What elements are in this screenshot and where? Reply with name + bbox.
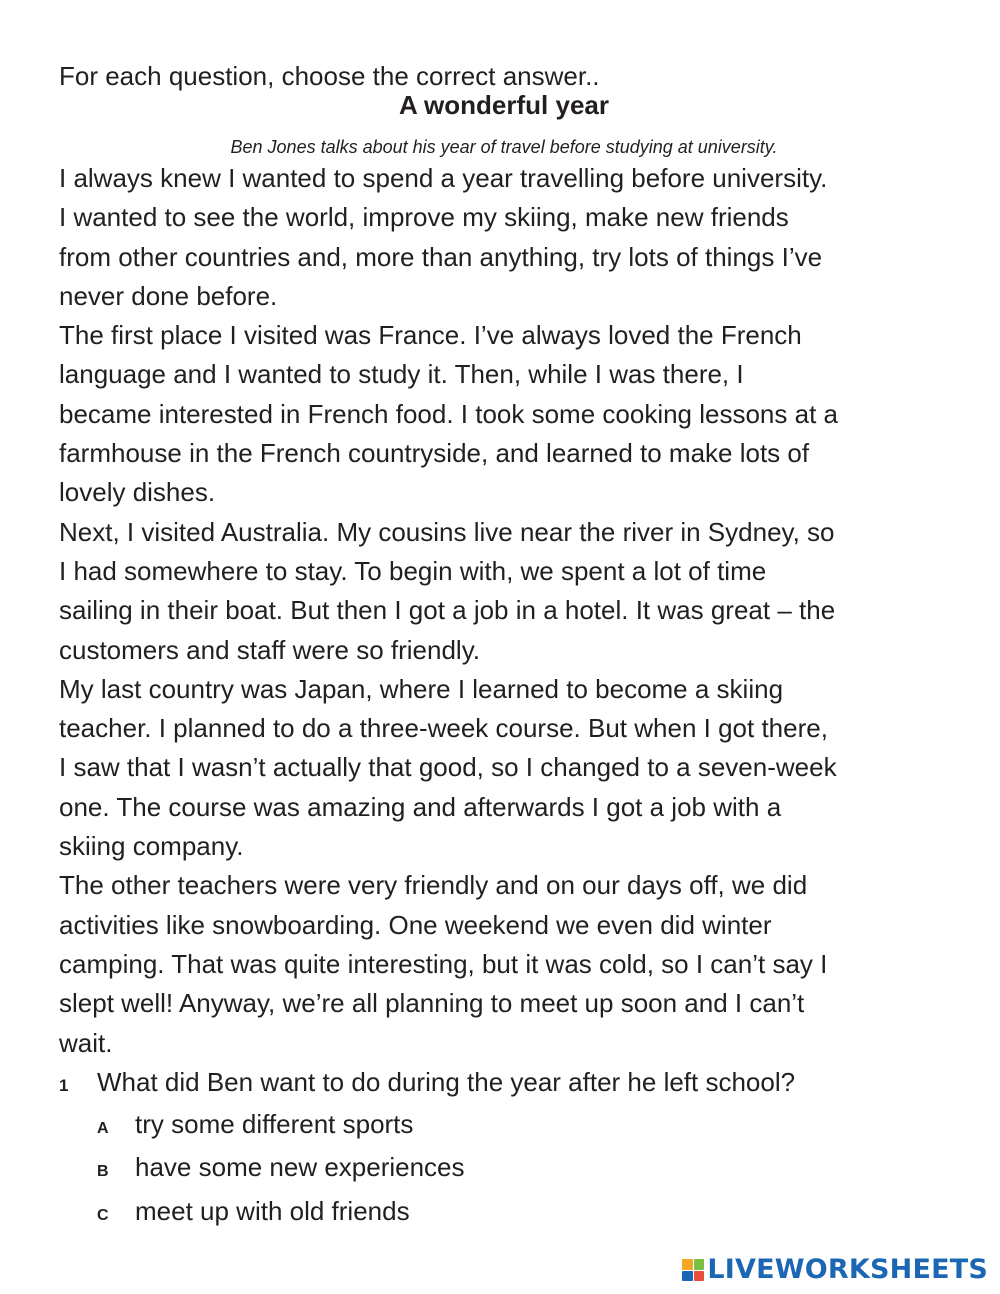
answer-option-b[interactable]	[59, 1148, 949, 1191]
option-letter: C	[97, 1206, 109, 1224]
text-line: The first place I visited was France. I’ve always loved the French	[59, 320, 802, 351]
text-line: I had somewhere to stay. To begin with, we spent a lot of time	[59, 555, 767, 586]
text-line: sailing in their boat. But then I got a job in a hotel. It was great – the	[59, 595, 836, 626]
question-row	[59, 1063, 949, 1105]
text-line: activities like snowboarding. One weekend we even did winter	[59, 909, 772, 940]
option-text: meet up with old friends	[135, 1195, 410, 1226]
text-line: I saw that I wasn’t actually that good, so I changed to a seven-week	[59, 752, 837, 783]
reading-text	[59, 159, 949, 1063]
subtitle: Ben Jones talks about his year of travel before studying at university.	[230, 137, 778, 157]
text-line: Next, I visited Australia. My cousins live near the river in Sydney, so	[59, 516, 835, 547]
text-line: slept well! Anyway, we’re all planning to meet up soon and I can’t	[59, 988, 805, 1019]
paragraph	[59, 513, 949, 670]
text-line: became interested in French food. I took some cooking lessons at a	[59, 398, 838, 429]
text-line: I always knew I wanted to spend a year travelling before university.	[59, 163, 828, 193]
paragraph	[59, 159, 949, 316]
text-line: never done before.	[59, 280, 278, 311]
option-letter: A	[97, 1120, 109, 1138]
logo-square	[682, 1259, 693, 1270]
logo-text: LIVEWORKSHEETS	[707, 1254, 988, 1285]
text-line: My last country was Japan, where I learned to become a skiing	[59, 673, 784, 704]
paragraph	[59, 670, 949, 866]
text-line: lovely dishes.	[59, 477, 216, 508]
question-1	[59, 1063, 949, 1235]
logo-square	[682, 1271, 693, 1282]
logo-square	[694, 1259, 705, 1270]
question-number: 1	[59, 1075, 69, 1095]
answer-option-c[interactable]	[59, 1192, 949, 1235]
logo-square	[694, 1271, 705, 1282]
liveworksheets-logo	[682, 1255, 988, 1285]
text-line: wait.	[59, 1027, 113, 1058]
page-title: A wonderful year	[399, 90, 609, 120]
text-line: The other teachers were very friendly and on our days off, we did	[59, 870, 808, 901]
worksheet-page	[59, 60, 949, 1235]
text-line: farmhouse in the French countryside, and learned to make lots of	[59, 438, 810, 469]
text-line: teacher. I planned to do a three-week course. But when I got there,	[59, 713, 828, 744]
option-letter: B	[97, 1163, 109, 1181]
text-line: one. The course was amazing and afterwards I got a job with a	[59, 791, 782, 822]
option-text: try some different sports	[135, 1109, 414, 1140]
text-line: camping. That was quite interesting, but it was cold, so I can’t say I	[59, 948, 828, 979]
text-line: skiing company.	[59, 831, 244, 862]
question-text: What did Ben want to do during the year after he left school?	[97, 1066, 796, 1097]
liveworksheets-logo-icon	[682, 1259, 704, 1281]
text-line: from other countries and, more than anything, try lots of things I’ve	[59, 241, 823, 272]
text-line: I wanted to see the world, improve my skiing, make new friends	[59, 202, 789, 233]
answer-option-a[interactable]	[59, 1105, 949, 1148]
instruction-text: For each question, choose the correct answer..	[59, 61, 600, 91]
text-line: customers and staff were so friendly.	[59, 634, 481, 665]
option-text: have some new experiences	[135, 1152, 465, 1183]
paragraph	[59, 866, 949, 1062]
paragraph	[59, 316, 949, 512]
text-line: language and I wanted to study it. Then, while I was there, I	[59, 359, 744, 390]
